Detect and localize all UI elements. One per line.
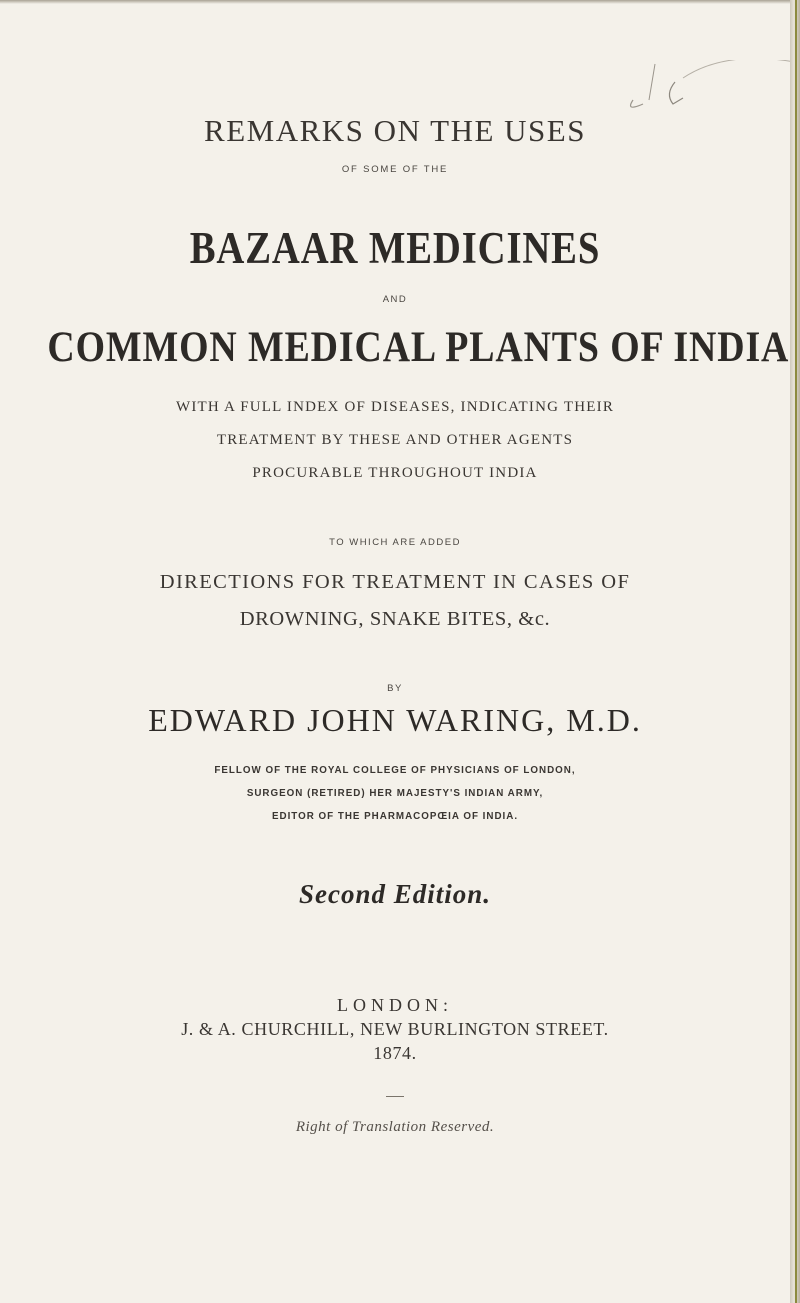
divider: [386, 1096, 404, 1097]
description-line-3: PROCURABLE THROUGHOUT INDIA: [252, 465, 538, 481]
book-page-edge: [790, 0, 800, 1303]
title-main: BAZAAR MEDICINES: [189, 223, 601, 273]
directions-line-1: DIRECTIONS FOR TREATMENT IN CASES OF: [159, 571, 631, 593]
publisher: J. & A. CHURCHILL, NEW BURLINGTON STREET.: [181, 1019, 609, 1039]
by-label: BY: [387, 683, 403, 694]
credentials-line-3: EDITOR OF THE PHARMACOPŒIA OF INDIA.: [271, 811, 519, 822]
description-line-1: WITH A FULL INDEX OF DISEASES, INDICATING THEIR: [175, 399, 615, 415]
directions-line-2: DROWNING, SNAKE BITES, &c.: [239, 608, 551, 630]
heading: REMARKS ON THE USES: [204, 113, 586, 148]
title-sub: COMMON MEDICAL PLANTS OF INDIA: [47, 324, 790, 371]
author-name: EDWARD JOHN WARING, M.D.: [148, 702, 642, 738]
of-some-of-the-label: OF SOME OF THE: [341, 164, 449, 175]
credentials-line-1: FELLOW OF THE ROYAL COLLEGE OF PHYSICIANS OF LONDON,: [214, 765, 576, 776]
publication-year: 1874.: [373, 1043, 417, 1063]
edition: Second Edition.: [298, 879, 492, 909]
page-top-shadow: [0, 0, 790, 4]
publication-place: LONDON:: [337, 995, 453, 1015]
credentials-line-2: SURGEON (RETIRED) HER MAJESTY'S INDIAN ARMY,: [246, 788, 544, 799]
and-label: AND: [382, 294, 408, 305]
description-line-2: TREATMENT BY THESE AND OTHER AGENTS: [216, 432, 574, 448]
to-which-label: TO WHICH ARE ADDED: [329, 537, 461, 548]
rights-notice: Right of Translation Reserved.: [295, 1119, 495, 1135]
pencil-mark-icon: [605, 60, 800, 120]
